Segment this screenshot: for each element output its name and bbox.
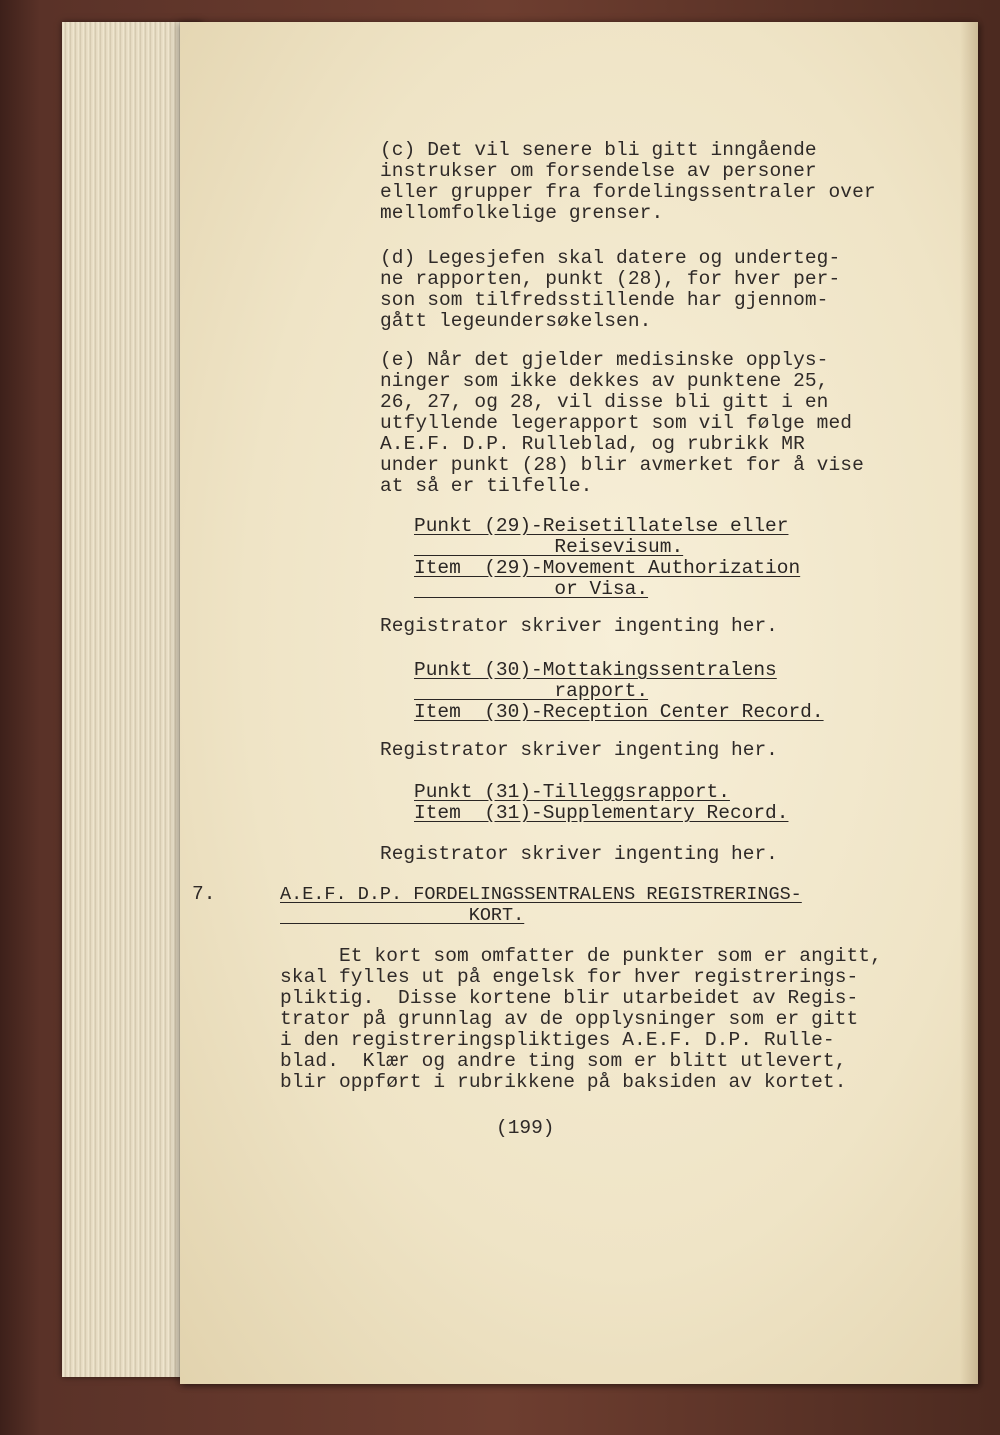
- heading-item-31: Punkt (31)-Tilleggsrapport. Item (31)-Supplementary Record.: [414, 781, 789, 824]
- paragraph-d: (d) Legesjefen skal datere og underteg- ne rapporten, punkt (28), for hver per- son som tilfredsstillende har gjennom- gått legeundersøkelsen.: [380, 247, 841, 332]
- registrator-note-31: Registrator skriver ingenting her.: [380, 843, 778, 865]
- section-title: A.E.F. D.P. FORDELINGSSENTRALENS REGISTRERINGS- KORT.: [280, 884, 802, 926]
- book-page: [180, 22, 978, 1384]
- page-number: (199): [496, 1117, 555, 1139]
- heading-item-29: Punkt (29)-Reisetillatelse eller Reisevisum. Item (29)-Movement Authorization or Visa.: [414, 515, 801, 600]
- section-number: 7.: [192, 883, 216, 905]
- heading-item-30: Punkt (30)-Mottakingssentralens rapport. Item (30)-Reception Center Record.: [414, 659, 824, 723]
- paragraph-e: (e) Når det gjelder medisinske opplys- ninger som ikke dekkes av punktene 25, 26, 27, og 28, vil disse bli gitt i en utfyllende legerapport som vil følge med A.E.F. D.P. Rulleblad, og rubrikk MR under punkt (28) blir avmerket for å vise at så er tilfelle.: [380, 349, 864, 497]
- section-body: Et kort som omfatter de punkter som er angitt, skal fylles ut på engelsk for hver registrerings- pliktig. Disse kortene blir utarbeidet av Regis- trator på grunnlag av de opplysninger som er gitt i den registreringspliktiges A.E.F. D.P. Rulle- blad. Klær og andre ting som er blitt utlevert, blir oppført i rubrikkene på baksiden av kortet.: [280, 945, 882, 1093]
- registrator-note-29: Registrator skriver ingenting her.: [380, 615, 778, 637]
- paragraph-c: (c) Det vil senere bli gitt inngående instrukser om forsendelse av personer eller grupper fra fordelingssentraler over mellomfolkelige grenser.: [380, 139, 876, 224]
- page-edge-shadow: [960, 22, 978, 1384]
- registrator-note-30: Registrator skriver ingenting her.: [380, 739, 778, 761]
